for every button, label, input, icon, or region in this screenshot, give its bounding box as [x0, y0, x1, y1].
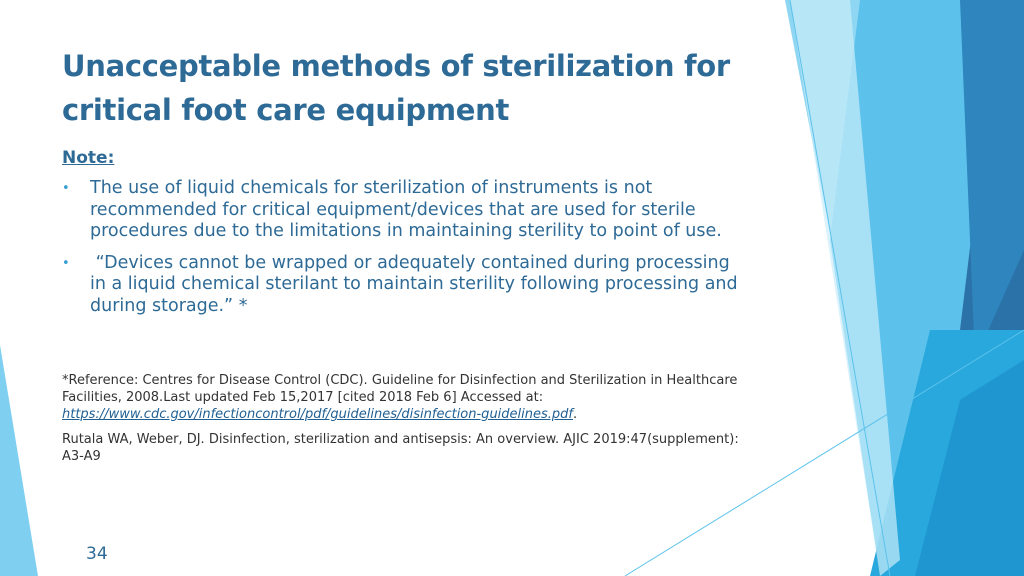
bullet-item: [62, 178, 742, 243]
note-label: Note:: [62, 148, 115, 168]
page-number: 34: [86, 544, 108, 564]
reference-cdc: [62, 372, 742, 423]
bullet-text: The use of liquid chemicals for sterilization of instruments is not recommended for critical equipment/devices that are used for sterile procedures due to the limitations in maintaining sterility to point of use.: [90, 178, 722, 241]
bullet-icon: •: [62, 181, 70, 196]
bullet-item: [62, 253, 742, 318]
bullet-list: [62, 178, 742, 327]
bullet-icon: •: [62, 255, 70, 271]
bullet-text: “Devices cannot be wrapped or adequately contained during processing in a liquid chemical sterilant to maintain sterility following processing and during storage.” *: [90, 252, 738, 316]
reference-cdc-text: *Reference: Centres for Disease Control (CDC). Guideline for Disinfection and Sterilization in Healthcare Facilities, 2008.Last updated Feb 15,2017 [cited 2018 Feb 6] Accessed at:: [62, 373, 738, 405]
references: [62, 372, 742, 473]
reference-cdc-end: .: [573, 407, 578, 422]
left-accent-shape: [0, 345, 38, 576]
reference-cdc-link[interactable]: https://www.cdc.gov/infectioncontrol/pdf/guidelines/disinfection-guidelines.pdf: [62, 407, 573, 422]
reference-rutala: Rutala WA, Weber, DJ. Disinfection, sterilization and antisepsis: An overview. AJIC 2019:47(supplement): A3-A9: [62, 432, 739, 464]
page-title: Unacceptable methods of sterilization for critical foot care equipment: [62, 49, 730, 127]
